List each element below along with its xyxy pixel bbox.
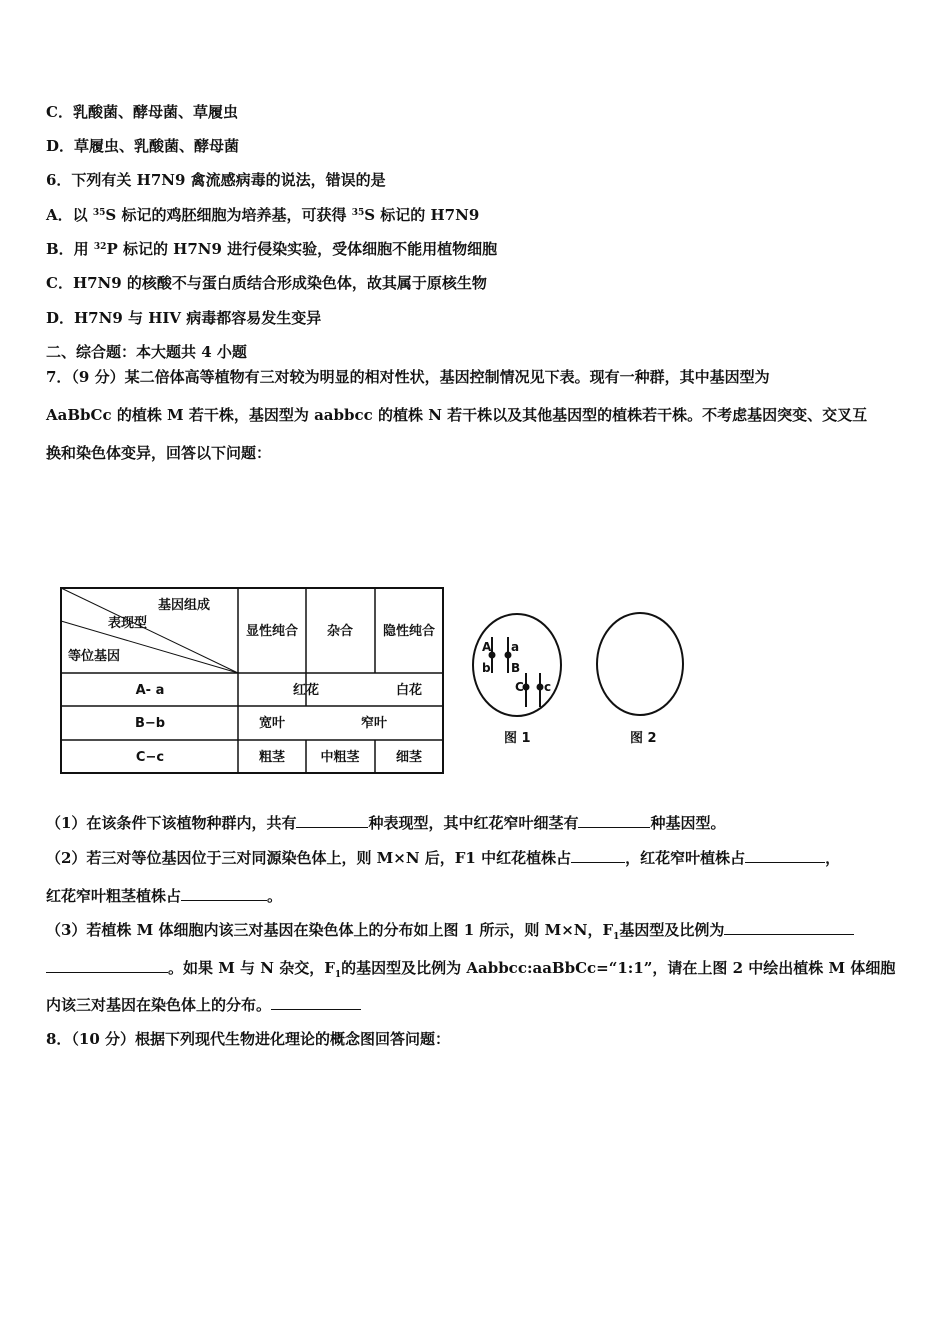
figure-1-caption: 图 1: [504, 731, 531, 746]
row-gene-a: A- a: [135, 683, 165, 698]
q6-stem: 6．下列有关 H7N9 禽流感病毒的说法，错误的是: [46, 171, 386, 189]
q7-part3: （3）若植株 M 体细胞内该三对基因在染色体上的分布如上图 1 所示，则 M×N，$F_1$基因型及比例为: [46, 920, 854, 947]
col-header-homo-dominant: 显性纯合: [245, 624, 299, 639]
allele-c: c: [544, 680, 552, 694]
allele-B: B: [511, 661, 521, 675]
answer-blank-4[interactable]: [745, 848, 825, 863]
table-header-composition: 基因组成: [158, 598, 211, 613]
cell-medium-stem: 中粗茎: [320, 750, 360, 765]
cell-red-flower: 红花: [292, 683, 320, 698]
col-header-hetero: 杂合: [326, 624, 354, 639]
gene-table: [60, 587, 444, 774]
figure-2-caption: 图 2: [630, 731, 657, 746]
cell-narrow-leaf: 窄叶: [360, 716, 388, 731]
cell-broad-leaf: 宽叶: [258, 716, 286, 731]
allele-C: C: [515, 680, 524, 694]
option-d-prev: D．草履虫、乳酸菌、酵母菌: [46, 137, 240, 155]
q7-part3-cont2: 内该三对基因在染色体上的分布。: [46, 995, 361, 1015]
col-header-homo-recessive: 隐性纯合: [382, 624, 436, 639]
table-header-phenotype: 表现型: [108, 616, 148, 631]
row-gene-c: C−c: [135, 750, 165, 765]
q8-stem: 8．（10 分）根据下列现代生物进化理论的概念图回答问题：: [46, 1030, 451, 1048]
allele-a: a: [511, 640, 520, 654]
q6-option-c: C．H7N9 的核酸不与蛋白质结合形成染色体，故其属于原核生物: [46, 274, 487, 292]
answer-blank-6-cont[interactable]: [46, 958, 168, 973]
cell-figures: [468, 605, 698, 755]
q7-stem-line1: 7．（9 分）某二倍体高等植物有三对较为明显的相对性状，基因控制情况见下表。现有一种群，其中基因型为: [46, 368, 770, 386]
row-gene-b: B−b: [134, 716, 166, 731]
q7-part1: （1）在该条件下该植物种群内，共有 种表现型，其中红花窄叶细茎有 种基因型。: [46, 814, 726, 832]
q7-stem-line3: 换和染色体变异，回答以下问题：: [46, 444, 272, 462]
q6-option-d: D．H7N9 与 HIV 病毒都容易发生变异: [46, 309, 322, 327]
cell-thick-stem: 粗茎: [258, 750, 286, 765]
q6-option-b: B．用 $^{32}$P 标记的 H7N9 进行侵染实验，受体细胞不能用植物细胞: [46, 240, 498, 258]
figure-2: [597, 613, 683, 715]
allele-A: A: [482, 640, 492, 654]
cell-white-flower: 白花: [395, 683, 423, 698]
table-header-allele: 等位基因: [68, 649, 121, 664]
answer-blank-1[interactable]: [296, 813, 368, 828]
q7-part2: （2）若三对等位基因位于三对同源染色体上，则 M×N 后，F1 中红花植株占 ，红花窄叶植株占 ，: [46, 849, 841, 867]
q7-part2-cont: 红花窄叶粗茎植株占 。: [46, 887, 283, 905]
answer-blank-2[interactable]: [578, 813, 650, 828]
answer-blank-6[interactable]: [724, 920, 854, 935]
answer-blank-3[interactable]: [571, 848, 625, 863]
section-heading: 二、综合题：本大题共 4 小题: [46, 343, 247, 361]
cell-thin-stem: 细茎: [395, 750, 423, 765]
answer-blank-7[interactable]: [271, 995, 361, 1010]
option-c-prev: C．乳酸菌、酵母菌、草履虫: [46, 103, 238, 121]
answer-blank-5[interactable]: [181, 886, 267, 901]
allele-b: b: [482, 661, 491, 675]
q7-part3-cont: 。如果 M 与 N 杂交，$F_1$的基因型及比例为 Aabbcc:aaBbCc=“1:1”，请在上图 2 中绘出植株 M 体细胞: [46, 958, 895, 985]
q6-option-a: A．以 $^{35}$S 标记的鸡胚细胞为培养基，可获得 $^{35}$S 标记的 H7N9: [46, 206, 480, 224]
q7-stem-line2: AaBbCc 的植株 M 若干株，基因型为 aabbcc 的植株 N 若干株以及其他基因型的植株若干株。不考虑基因突变、交叉互: [46, 406, 868, 424]
